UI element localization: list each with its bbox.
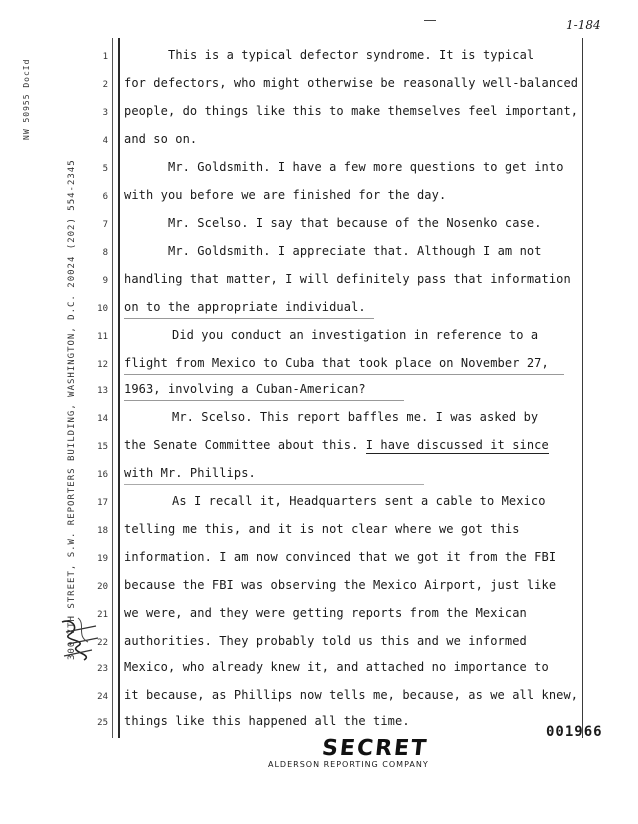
line-number: 25: [97, 718, 108, 728]
scan-dotted-line: [124, 374, 564, 375]
document-number: 001966: [546, 724, 603, 740]
line-number: 1: [102, 52, 108, 62]
transcript-line: handling that matter, I will definitely pass that information: [124, 272, 571, 286]
line-number: 10: [97, 304, 108, 314]
transcript-line: it because, as Phillips now tells me, because, as we all knew,: [124, 688, 579, 702]
margin-signature-scribble: [58, 614, 102, 666]
transcript-line: with you before we are finished for the day.: [124, 188, 447, 202]
transcript-line: information. I am now convinced that we got it from the FBI: [124, 550, 557, 564]
line-number: 8: [102, 248, 108, 258]
line-number: 20: [97, 582, 108, 592]
transcript-line: flight from Mexico to Cuba that took place on November 27,: [124, 356, 549, 370]
line-number: 3: [102, 108, 108, 118]
transcript-line: for defectors, who might otherwise be reasonally well-balanced: [124, 76, 579, 90]
line-number: 5: [102, 164, 108, 174]
line-number: 16: [97, 470, 108, 480]
side-tag-text: NW 50955 DocId: [22, 58, 31, 140]
scan-dotted-line: [124, 318, 374, 319]
line-number: 21: [97, 610, 108, 620]
reporter-address-vertical: 300 7TH STREET, S.W. REPORTERS BUILDING, WASHINGTON, D.C. 20024 (202) 554-2345: [67, 159, 77, 660]
transcript-line: Mr. Scelso. This report baffles me. I was asked by: [172, 410, 539, 424]
line-number: 13: [97, 386, 108, 396]
transcript-line: 1963, involving a Cuban-American?: [124, 382, 366, 396]
transcript-line: and so on.: [124, 132, 198, 146]
transcript-line: with Mr. Phillips.: [124, 466, 256, 480]
line-number: 7: [102, 220, 108, 230]
transcript-line: on to the appropriate individual.: [124, 300, 366, 314]
top-tick-mark: [424, 20, 436, 21]
right-margin-rule: [582, 38, 583, 738]
transcript-line-part: the Senate Committee about this.: [124, 438, 366, 452]
line-number: 18: [97, 526, 108, 536]
transcript-line: As I recall it, Headquarters sent a cable to Mexico: [172, 494, 546, 508]
underlined-phrase: I have discussed it since: [365, 438, 549, 452]
line-number: 17: [97, 498, 108, 508]
transcript-line: people, do things like this to make themselves feel important,: [124, 104, 579, 118]
transcript-line: [124, 438, 580, 452]
line-number: 19: [97, 554, 108, 564]
secret-stamp: SECRET: [320, 736, 430, 761]
line-number: 2: [102, 80, 108, 90]
transcript-line: authorities. They probably told us this and we informed: [124, 634, 527, 648]
reporter-company: ALDERSON REPORTING COMPANY: [268, 760, 429, 769]
transcript-line: we were, and they were getting reports from the Mexican: [124, 606, 527, 620]
transcript-line: Did you conduct an investigation in reference to a: [172, 328, 539, 342]
transcript-line: things like this happened all the time.: [124, 714, 410, 728]
transcript-line: Mr. Goldsmith. I have a few more questions to get into: [168, 160, 564, 174]
scan-dotted-line: [124, 484, 424, 485]
transcript-line: telling me this, and it is not clear where we got this: [124, 522, 520, 536]
line-number: 4: [102, 136, 108, 146]
transcript-line: This is a typical defector syndrome. It is typical: [168, 48, 535, 62]
left-margin-rule-inner: [112, 38, 113, 738]
line-number: 11: [97, 332, 108, 342]
left-margin-rule: [118, 38, 120, 738]
line-number: 6: [102, 192, 108, 202]
line-number: 24: [97, 692, 108, 702]
transcript-line: Mr. Scelso. I say that because of the Nosenko case.: [168, 216, 542, 230]
transcript-line: Mexico, who already knew it, and attached no importance to: [124, 660, 549, 674]
page-reference: 1-184: [566, 18, 601, 32]
line-number: 23: [97, 664, 108, 674]
transcript-line: because the FBI was observing the Mexico Airport, just like: [124, 578, 557, 592]
line-number: 14: [97, 414, 108, 424]
line-number: 9: [102, 276, 108, 286]
line-number: 15: [97, 442, 108, 452]
scan-dotted-line: [124, 400, 404, 401]
line-number: 12: [97, 360, 108, 370]
line-number: 22: [97, 638, 108, 648]
transcript-line: Mr. Goldsmith. I appreciate that. Although I am not: [168, 244, 542, 258]
